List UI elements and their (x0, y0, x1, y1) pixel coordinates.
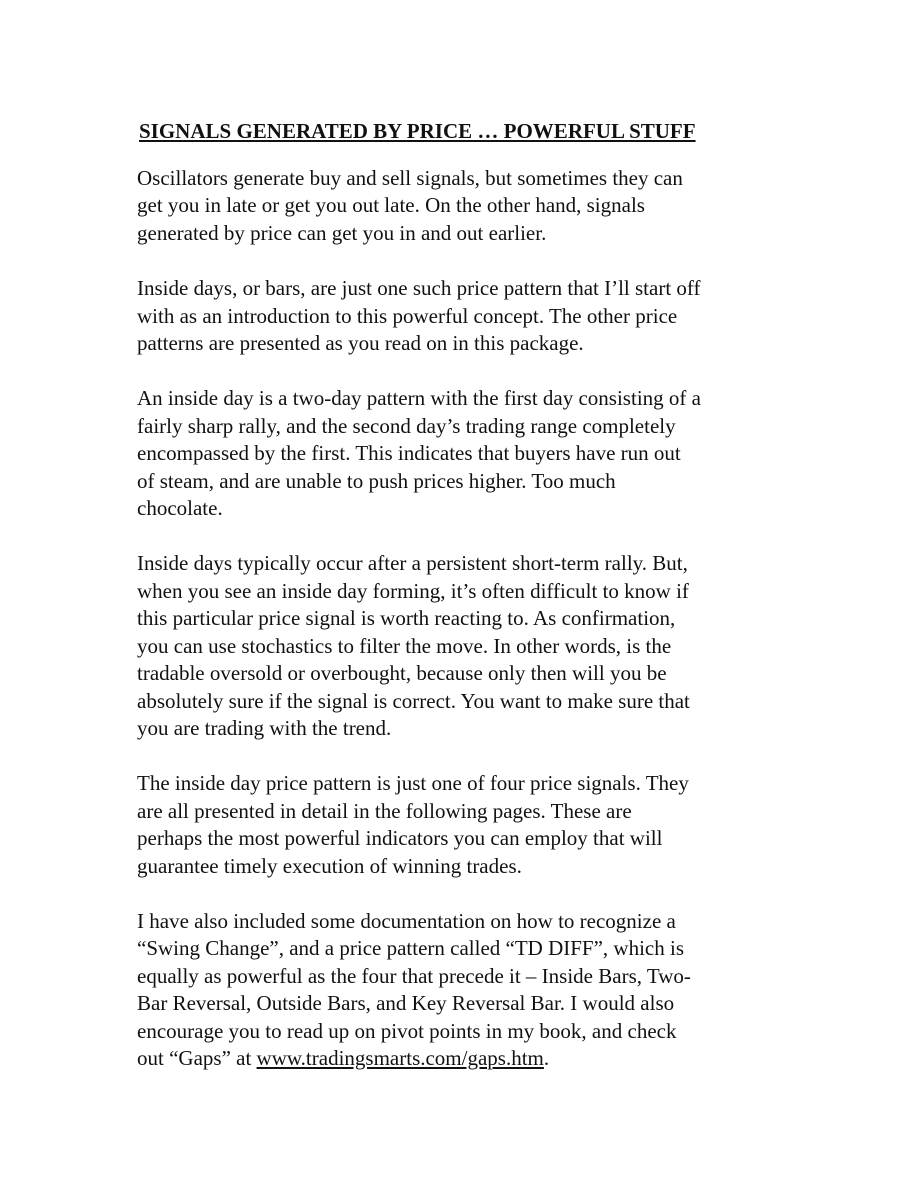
text-line: of steam, and are unable to push prices higher. Too much (137, 468, 616, 493)
text-line: this particular price signal is worth reacting to. As confirmation, (137, 606, 676, 631)
text-line: absolutely sure if the signal is correct. You want to make sure that (137, 688, 690, 713)
document-content (137, 117, 787, 1100)
paragraph-confirmation (137, 550, 787, 742)
text-line-with-link (137, 1045, 787, 1072)
text-line: Inside days, or bars, are just one such price pattern that I’ll start off (137, 276, 701, 301)
text-line: tradable oversold or overbought, because only then will you be (137, 661, 667, 686)
text-line: encourage you to read up on pivot points in my book, and check (137, 1018, 677, 1043)
text-line: I have also included some documentation on how to recognize a (137, 908, 676, 933)
text-line: with as an introduction to this powerful concept. The other price (137, 303, 678, 328)
text-line: generated by price can get you in and out earlier. (137, 220, 547, 245)
text-line: Inside days typically occur after a persistent short-term rally. But, (137, 551, 688, 576)
text-line: equally as powerful as the four that precede it – Inside Bars, Two- (137, 963, 691, 988)
text-line: fairly sharp rally, and the second day’s trading range completely (137, 413, 676, 438)
paragraph-oscillators (137, 165, 787, 247)
text-line: you can use stochastics to filter the move. In other words, is the (137, 633, 672, 658)
text-line: Oscillators generate buy and sell signals, but sometimes they can (137, 166, 683, 190)
text-line: chocolate. (137, 496, 223, 521)
text-line: encompassed by the first. This indicates that buyers have run out (137, 441, 681, 466)
text-line: you are trading with the trend. (137, 715, 392, 740)
paragraph-four-signals (137, 770, 787, 880)
text-line: The inside day price pattern is just one of four price signals. They (137, 771, 689, 796)
text-line: when you see an inside day forming, it’s often difficult to know if (137, 578, 689, 603)
text-line: “Swing Change”, and a price pattern called “TD DIFF”, which is (137, 936, 684, 961)
text-line: guarantee timely execution of winning trades. (137, 853, 522, 878)
text-line: get you in late or get you out late. On the other hand, signals (137, 193, 645, 218)
paragraph-documentation (137, 908, 787, 1072)
document-title: SIGNALS GENERATED BY PRICE … POWERFUL STUFF (139, 119, 696, 143)
text-line: patterns are presented as you read on in this package. (137, 331, 584, 356)
paragraph-inside-days-intro (137, 275, 787, 357)
paragraph-inside-day-definition (137, 385, 787, 522)
text-line: are all presented in detail in the following pages. These are (137, 798, 632, 823)
link-prefix-text: out “Gaps” at (137, 1045, 257, 1070)
text-line: Bar Reversal, Outside Bars, and Key Reversal Bar. I would also (137, 991, 675, 1016)
text-line: An inside day is a two-day pattern with the first day consisting of a (137, 386, 701, 411)
text-line: perhaps the most powerful indicators you can employ that will (137, 826, 663, 851)
gaps-page-link[interactable]: www.tradingsmarts.com/gaps.htm (256, 1045, 544, 1070)
link-suffix-text: . (543, 1045, 550, 1070)
